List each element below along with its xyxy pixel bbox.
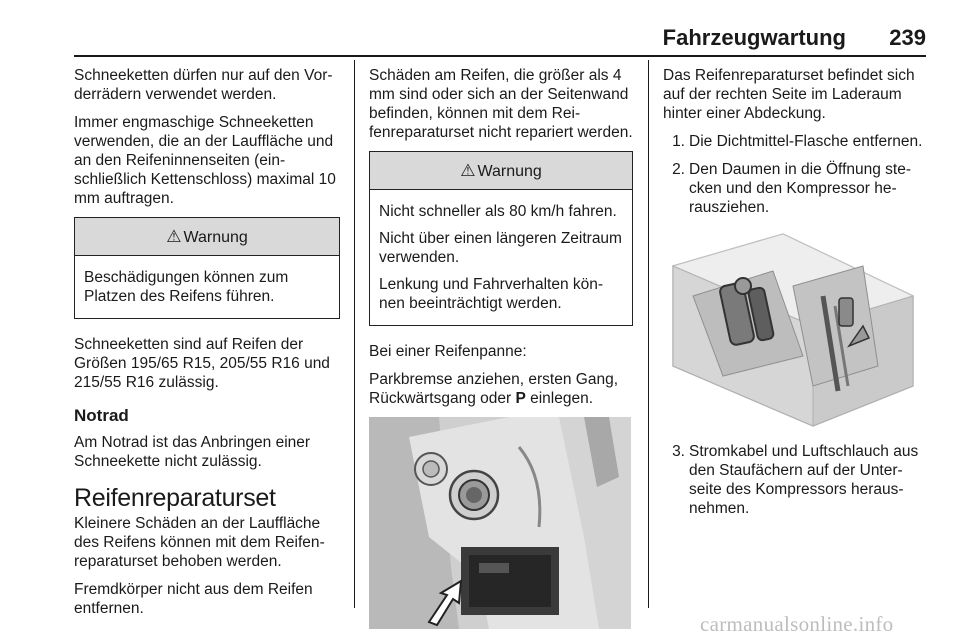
section-title: Fahrzeugwartung bbox=[662, 25, 846, 50]
warning-line: Lenkung und Fahrverhalten können beeinträchtigt werden. bbox=[379, 276, 604, 312]
list-item bbox=[663, 160, 929, 217]
warning-box bbox=[74, 217, 340, 319]
paragraph: Bei einer Reifenpanne: bbox=[369, 343, 527, 360]
warning-triangle-icon: ⚠ bbox=[166, 227, 182, 246]
warning-title: Warnung bbox=[183, 229, 248, 246]
text-run: einlegen. bbox=[525, 390, 594, 407]
step-list-continued bbox=[663, 442, 929, 518]
warning-header bbox=[75, 218, 339, 256]
warning-header bbox=[370, 152, 632, 190]
gear-p-label: P bbox=[515, 390, 526, 407]
trunk-cover-illustration bbox=[369, 417, 631, 629]
step-number: 3. bbox=[672, 443, 685, 460]
column-divider bbox=[354, 60, 355, 608]
step-number: 1. bbox=[672, 133, 685, 150]
text-run: Parkbremse anziehen, ersten Gang, Rückwärtsgang oder bbox=[369, 371, 618, 407]
paragraph: Schneeketten dürfen nur auf den Vorderrädern verwendet werden. bbox=[74, 67, 333, 103]
paragraph: Fremdkörper nicht aus dem Reifen entfernen. bbox=[74, 581, 313, 617]
column-left bbox=[74, 66, 340, 627]
heading-notrad: Notrad bbox=[74, 406, 129, 425]
paragraph: Schneeketten sind auf Reifen der Größen 195/65 R15, 205/55 R16 und 215/55 R16 zulässig. bbox=[74, 336, 330, 391]
page-header bbox=[74, 24, 926, 56]
column-right bbox=[663, 66, 929, 527]
paragraph: Das Reifenreparaturset befindet sich auf der rechten Seite im Laderaum hinter einer Abdeckung. bbox=[663, 67, 915, 122]
repair-kit-illustration bbox=[663, 226, 925, 430]
paragraph: Immer engmaschige Schneeketten verwenden, die an der Lauffläche und an den Reifeninnenseiten (einschließlich Kettenschloss) maximal 10 mm auftragen. bbox=[74, 114, 336, 207]
heading-reifenreparaturset: Reifenreparaturset bbox=[74, 484, 276, 512]
page-number: 239 bbox=[889, 25, 926, 50]
step-text: Die Dichtmittel-Flasche entfernen. bbox=[689, 133, 923, 150]
list-item bbox=[663, 442, 929, 518]
paragraph bbox=[369, 370, 633, 408]
warning-text: Beschädigungen können zum Platzen des Reifens führen. bbox=[84, 269, 289, 305]
header-rule bbox=[74, 55, 926, 57]
warning-body bbox=[370, 190, 632, 325]
paragraph: Am Notrad ist das Anbringen einer Schneekette nicht zulässig. bbox=[74, 434, 311, 470]
warning-title: Warnung bbox=[477, 163, 542, 180]
warning-line: Nicht über einen längeren Zeitraum verwenden. bbox=[379, 230, 622, 266]
list-item bbox=[663, 132, 929, 151]
step-text: Den Daumen in die Öffnung stecken und den Kompressor herausziehen. bbox=[689, 161, 912, 216]
column-divider bbox=[648, 60, 649, 608]
step-list bbox=[663, 132, 929, 217]
column-middle bbox=[369, 66, 633, 641]
step-text: Stromkabel und Luftschlauch aus den Staufächern auf der Unterseite des Kompressors herausnehmen. bbox=[689, 443, 919, 517]
warning-body bbox=[75, 256, 339, 318]
paragraph: Schäden am Reifen, die größer als 4 mm sind oder sich an der Seitenwand befinden, können mit dem Reifenreparaturset nicht repariert werden. bbox=[369, 67, 633, 141]
step-number: 2. bbox=[672, 161, 685, 178]
warning-box bbox=[369, 151, 633, 326]
paragraph: Kleinere Schäden an der Lauffläche des Reifens können mit dem Reifenreparaturset behoben werden. bbox=[74, 515, 325, 570]
watermark: carmanualsonline.info bbox=[700, 612, 894, 636]
warning-triangle-icon: ⚠ bbox=[460, 161, 476, 180]
warning-line: Nicht schneller als 80 km/h fahren. bbox=[379, 203, 617, 220]
